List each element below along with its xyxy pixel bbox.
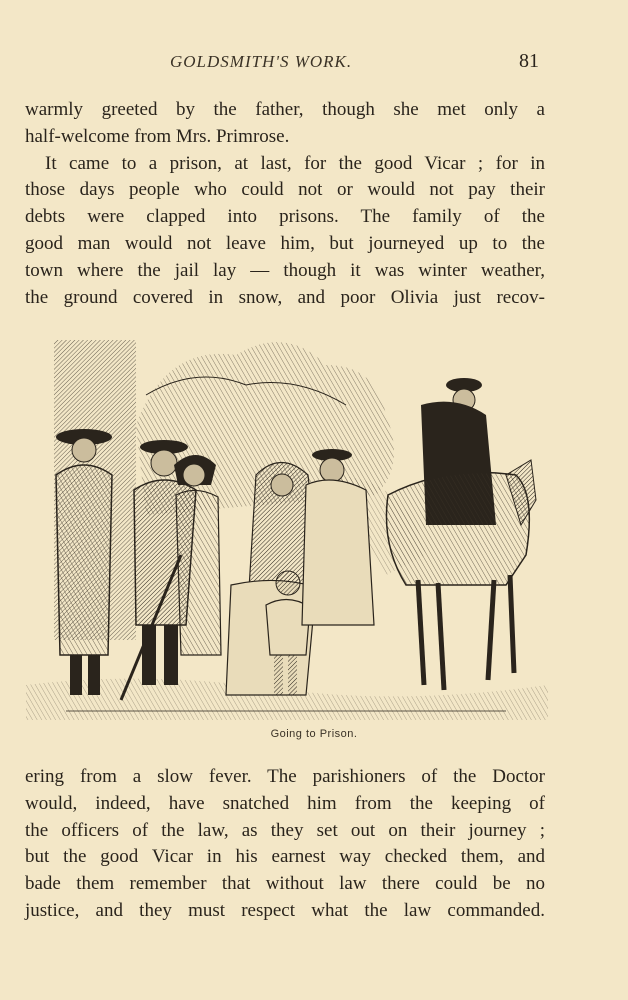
text-line: justice, and they must respect what the law commanded. bbox=[25, 899, 545, 921]
body-text-bottom bbox=[25, 764, 545, 925]
text-line: town where the jail lay — though it was winter weather, bbox=[25, 259, 545, 281]
text-line: the officers of the law, as they set out on their journey ; bbox=[25, 819, 545, 841]
page-header bbox=[0, 50, 628, 80]
running-head: GOLDSMITH'S WORK. bbox=[170, 52, 353, 71]
text-line: but the good Vicar in his earnest way checked them, and bbox=[25, 846, 545, 868]
paragraph bbox=[25, 97, 545, 151]
text-line: ering from a slow fever. The parishioners of the Doctor bbox=[25, 766, 545, 787]
paragraph bbox=[25, 764, 545, 925]
page-number: 81 bbox=[519, 50, 539, 72]
text-line: warmly greeted by the father, though she met only a bbox=[25, 99, 545, 120]
text-line: would, indeed, have snatched him from the keeping of bbox=[25, 792, 545, 814]
paragraph bbox=[25, 151, 545, 312]
body-text-top bbox=[25, 97, 545, 311]
text-line: those days people who could not or would not pay their bbox=[25, 179, 545, 201]
text-line: half-welcome from Mrs. Primrose. bbox=[25, 125, 290, 147]
horse-and-rider bbox=[386, 378, 536, 690]
text-line: bade them remember that without law there could be no bbox=[25, 873, 545, 895]
text-line: good man would not leave him, but journeyed up to the bbox=[25, 232, 545, 254]
text-line: the ground covered in snow, and poor Olivia just recov- bbox=[25, 286, 545, 308]
text-line: debts were clapped into prisons. The family of the bbox=[25, 206, 545, 228]
illustration-caption: Going to Prison. bbox=[270, 728, 358, 740]
engraving-illustration bbox=[26, 325, 548, 720]
text-line: It came to a prison, at last, for the good Vicar ; for in bbox=[45, 152, 545, 174]
